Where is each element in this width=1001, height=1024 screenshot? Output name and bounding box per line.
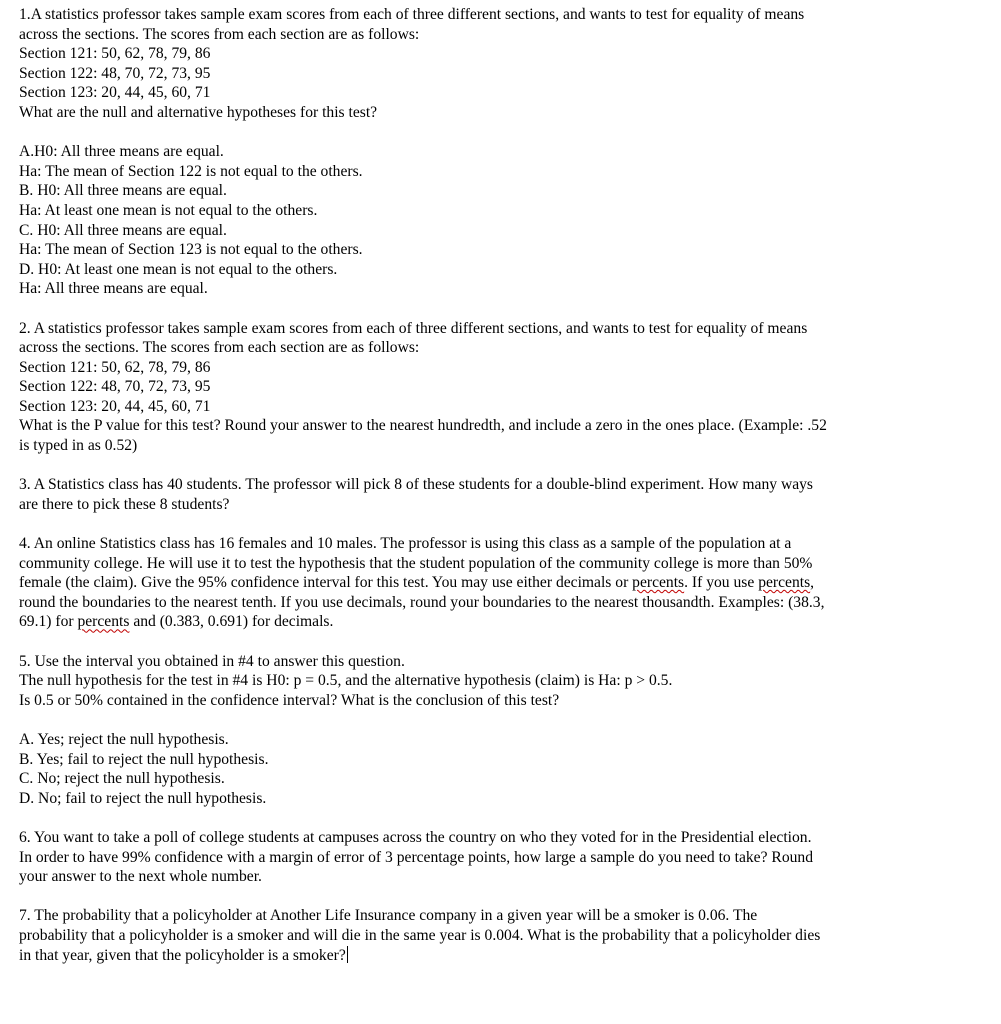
q6-line-2: In order to have 99% confidence with a margin of error of 3 percentage points, how large a sample do you need to take? Round — [19, 848, 814, 866]
q4-line-3 — [19, 573, 969, 593]
q4-line-3-text-a: female (the claim). Give the 95% confidence interval for this test. You may use either decimals or — [19, 574, 633, 592]
question-7 — [19, 906, 969, 965]
q1-option-d-ha: Ha: All three means are equal. — [19, 280, 208, 298]
q1-option-c-h0: C. H0: All three means are equal. — [19, 221, 227, 239]
question-6 — [19, 828, 969, 887]
spelling-flag-percents[interactable]: percents — [758, 574, 811, 592]
question-1 — [19, 5, 969, 299]
q5-option-d: D. No; fail to reject the null hypothesis. — [19, 789, 267, 807]
q5-line-3: Is 0.5 or 50% contained in the confidence interval? What is the conclusion of this test? — [19, 691, 560, 709]
q2-section-122: Section 122: 48, 70, 72, 73, 95 — [19, 378, 211, 396]
q5-line-2: The null hypothesis for the test in #4 is H0: p = 0.5, and the alternative hypothesis (claim) is Ha: p > 0.5. — [19, 672, 673, 690]
q1-option-a-h0: A.H0: All three means are equal. — [19, 143, 224, 161]
question-4 — [19, 534, 969, 632]
q1-option-b-ha: Ha: At least one mean is not equal to the others. — [19, 201, 318, 219]
q1-option-c-ha: Ha: The mean of Section 123 is not equal to the others. — [19, 241, 363, 259]
q4-line-5-text-a: 69.1) for — [19, 613, 78, 631]
question-5 — [19, 652, 969, 809]
q1-option-a-ha: Ha: The mean of Section 122 is not equal to the others. — [19, 162, 363, 180]
document-page — [19, 5, 969, 965]
text-cursor[interactable] — [347, 946, 349, 963]
q6-line-1: 6. You want to take a poll of college students at campuses across the country on who they voted for in the Presidential election. — [19, 828, 812, 846]
q7-line-3 — [19, 946, 969, 966]
q1-stem-line-1: 1.A statistics professor takes sample exam scores from each of three different sections, and wants to test for equality of means — [19, 6, 805, 23]
q1-section-122: Section 122: 48, 70, 72, 73, 95 — [19, 64, 211, 82]
q2-stem-line-1: 2. A statistics professor takes sample exam scores from each of three different sections, and wants to test for equality of means — [19, 319, 808, 337]
q4-line-3-text-c: . If you use — [684, 574, 759, 592]
q1-question: What are the null and alternative hypotheses for this test? — [19, 103, 378, 121]
spelling-flag-percents[interactable]: percents — [77, 613, 130, 631]
q2-section-123: Section 123: 20, 44, 45, 60, 71 — [19, 397, 211, 415]
q3-line-1: 3. A Statistics class has 40 students. The professor will pick 8 of these students for a double-blind experiment. How many ways — [19, 476, 814, 494]
q1-option-b-h0: B. H0: All three means are equal. — [19, 182, 227, 200]
question-2 — [19, 319, 969, 456]
q3-line-2: are there to pick these 8 students? — [19, 495, 230, 513]
q5-line-1: 5. Use the interval you obtained in #4 to answer this question. — [19, 652, 405, 670]
q2-question-line-2: is typed in as 0.52) — [19, 437, 138, 455]
q2-question-line-1: What is the P value for this test? Round your answer to the nearest hundredth, and include a zero in the ones place. (Example: .52 — [19, 417, 827, 435]
spelling-flag-percents[interactable]: percents — [632, 574, 685, 592]
q1-section-123: Section 123: 20, 44, 45, 60, 71 — [19, 84, 211, 102]
q4-line-5 — [19, 612, 969, 632]
q1-stem-line-2: across the sections. The scores from each section are as follows: — [19, 25, 420, 43]
q4-line-3-text-e: , — [810, 574, 815, 592]
q7-line-1: 7. The probability that a policyholder at Another Life Insurance company in a given year will be a smoker is 0.06. The — [19, 907, 758, 925]
q5-option-a: A. Yes; reject the null hypothesis. — [19, 730, 229, 748]
q4-line-2: community college. He will use it to test the hypothesis that the student population of the community college is more than 50% — [19, 554, 813, 572]
q5-option-c: C. No; reject the null hypothesis. — [19, 770, 225, 788]
question-3 — [19, 475, 969, 514]
q2-section-121: Section 121: 50, 62, 78, 79, 86 — [19, 358, 211, 376]
q7-line-2: probability that a policyholder is a smoker and will die in the same year is 0.004. What is the probability that a policyholder dies — [19, 926, 821, 944]
q1-option-d-h0: D. H0: At least one mean is not equal to the others. — [19, 260, 338, 278]
q7-line-3-text: in that year, given that the policyholder is a smoker? — [19, 946, 346, 964]
q1-section-121: Section 121: 50, 62, 78, 79, 86 — [19, 45, 211, 63]
q4-line-1: 4. An online Statistics class has 16 females and 10 males. The professor is using this class as a sample of the population at a — [19, 535, 792, 553]
q4-line-5-text-c: and (0.383, 0.691) for decimals. — [129, 613, 334, 631]
q5-option-b: B. Yes; fail to reject the null hypothesis. — [19, 750, 269, 768]
q4-line-4: round the boundaries to the nearest tenth. If you use decimals, round your boundaries to the nearest thousandth. Examples: (38.3, — [19, 593, 825, 611]
q6-line-3: your answer to the next whole number. — [19, 868, 262, 886]
q2-stem-line-2: across the sections. The scores from each section are as follows: — [19, 339, 420, 357]
